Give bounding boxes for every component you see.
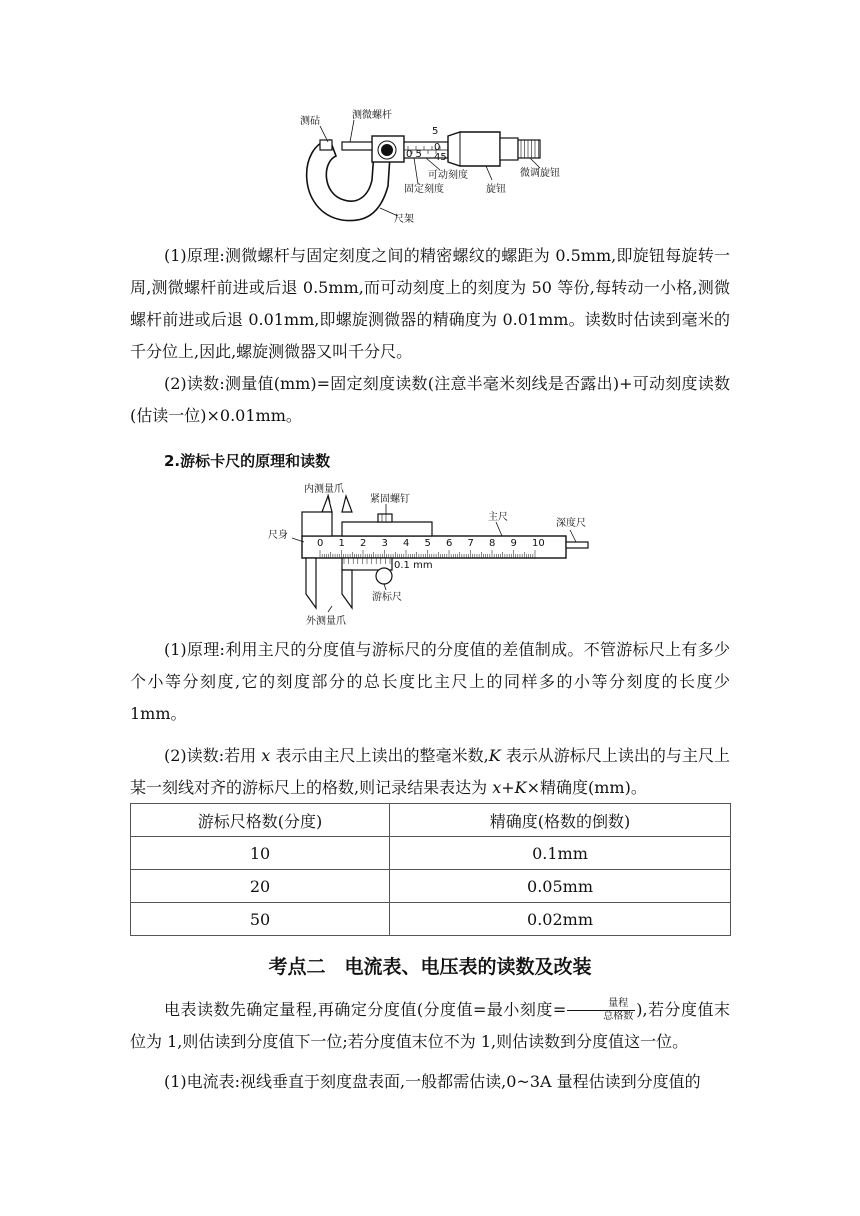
main-scale-number: 6 bbox=[446, 538, 453, 549]
table-cell: 10 bbox=[131, 837, 390, 870]
sleeve-scale-label: 固定刻度 bbox=[404, 184, 444, 195]
caliper-heading: 2.游标卡尺的原理和读数 bbox=[164, 452, 331, 470]
main-scale-label: 主尺 bbox=[488, 512, 508, 523]
formula-x: x bbox=[492, 778, 502, 797]
var-K: K bbox=[488, 746, 501, 765]
table-header-cell: 游标尺格数(分度) bbox=[131, 804, 390, 837]
spindle-label: 测微螺杆 bbox=[352, 110, 392, 121]
reading-text-2: 表示由主尺上读出的整毫米数, bbox=[270, 746, 489, 765]
table-row bbox=[131, 903, 731, 936]
table-cell: 50 bbox=[131, 903, 390, 936]
knob-label: 旋钮 bbox=[486, 184, 506, 195]
fraction-denominator: 总格数 bbox=[603, 1011, 634, 1022]
vernier-label: 游标尺 bbox=[372, 592, 402, 603]
table-cell: 0.02mm bbox=[390, 903, 731, 936]
formula-plus: + bbox=[501, 778, 515, 797]
caliper-reading bbox=[130, 740, 730, 804]
vernier-note: 0.1 mm bbox=[394, 560, 433, 571]
thimble-scale-label: 可动刻度 bbox=[428, 170, 468, 181]
lock-screw-label: 紧固螺钉 bbox=[370, 494, 410, 505]
depth-rod-label: 深度尺 bbox=[556, 518, 586, 529]
meter-intro-text-1: 电表读数先确定量程,再确定分度值(分度值=最小刻度= bbox=[164, 1000, 567, 1019]
thimble-number-mid: 0 bbox=[434, 142, 441, 153]
micrometer-reading: (2)读数:测量值(mm)=固定刻度读数(注意半毫米刻线是否露出)+可动刻度读数(估读一位)×0.01mm。 bbox=[130, 374, 730, 425]
fraction bbox=[567, 998, 635, 1023]
reading-text-1: (2)读数:若用 bbox=[164, 746, 262, 765]
var-x: x bbox=[261, 746, 271, 765]
section-title: 考点二 电流表、电压表的读数及改装 bbox=[268, 956, 592, 978]
anvil-label: 测砧 bbox=[300, 116, 320, 127]
body-label: 尺身 bbox=[268, 530, 288, 541]
table-cell: 0.05mm bbox=[390, 870, 731, 903]
inner-jaws-label: 内测量爪 bbox=[304, 484, 344, 495]
meter-intro bbox=[130, 994, 730, 1058]
table-cell: 0.1mm bbox=[390, 837, 731, 870]
main-scale-number: 8 bbox=[489, 538, 496, 549]
meter-intro-text-2: ),若分度值末位为 1,则估读到分度值下一位;若分度值末位不为 1,则估读数到分度值这一位。 bbox=[130, 1000, 730, 1051]
micrometer-figure bbox=[290, 100, 580, 230]
fraction-numerator: 量程 bbox=[567, 998, 635, 1011]
main-scale-number: 7 bbox=[467, 538, 474, 549]
main-scale-number: 9 bbox=[510, 538, 517, 549]
main-scale-number: 10 bbox=[532, 538, 545, 549]
caliper-figure bbox=[266, 478, 596, 626]
reading-text-3: 表示从游标尺上读出的与主尺上某一刻线对齐的游标尺上的格数,则记录结果表达为 bbox=[130, 746, 730, 797]
ratchet-label: 微调旋钮 bbox=[520, 168, 560, 179]
main-scale-number: 3 bbox=[381, 538, 388, 549]
main-scale-number: 5 bbox=[424, 538, 431, 549]
table-header-row bbox=[131, 804, 731, 837]
main-scale-number: 2 bbox=[360, 538, 367, 549]
thimble-number-top: 5 bbox=[432, 126, 439, 137]
frame-label: 尺架 bbox=[394, 214, 414, 225]
precision-table bbox=[130, 803, 731, 936]
table-row bbox=[131, 870, 731, 903]
thimble-number-bottom: 45 bbox=[434, 152, 447, 163]
sleeve-numbers: 0 5 bbox=[406, 149, 422, 160]
reading-text-4: ×精确度(mm)。 bbox=[526, 778, 647, 797]
ammeter-text: (1)电流表:视线垂直于刻度盘表面,一般都需估读,0~3A 量程估读到分度值的 bbox=[164, 1072, 701, 1091]
micrometer-principle: (1)原理:测微螺杆与固定刻度之间的精密螺纹的螺距为 0.5mm,即旋钮每旋转一周,测微螺杆前进或后退 0.5mm,而可动刻度上的刻度为 50 等份,每转动一小格,测微螺杆前进或后退 0.01mm,即螺旋测微器的精确度为 0.01mm。读数时估读到毫米的千分位上,因此,螺旋测微器又叫千分尺。 bbox=[130, 246, 730, 361]
main-scale-number: 0 bbox=[317, 538, 324, 549]
main-scale-number: 1 bbox=[338, 538, 345, 549]
caliper-principle: (1)原理:利用主尺的分度值与游标尺的分度值的差值制成。不管游标尺上有多少个小等分刻度,它的刻度部分的总长度比主尺上的同样多的小等分刻度的长度少 1mm。 bbox=[130, 640, 730, 723]
formula-K: K bbox=[514, 778, 527, 797]
outer-jaws-label: 外测量爪 bbox=[306, 616, 346, 626]
main-scale-number: 4 bbox=[403, 538, 410, 549]
table-cell: 20 bbox=[131, 870, 390, 903]
table-header-cell: 精确度(格数的倒数) bbox=[390, 804, 731, 837]
table-row bbox=[131, 837, 731, 870]
